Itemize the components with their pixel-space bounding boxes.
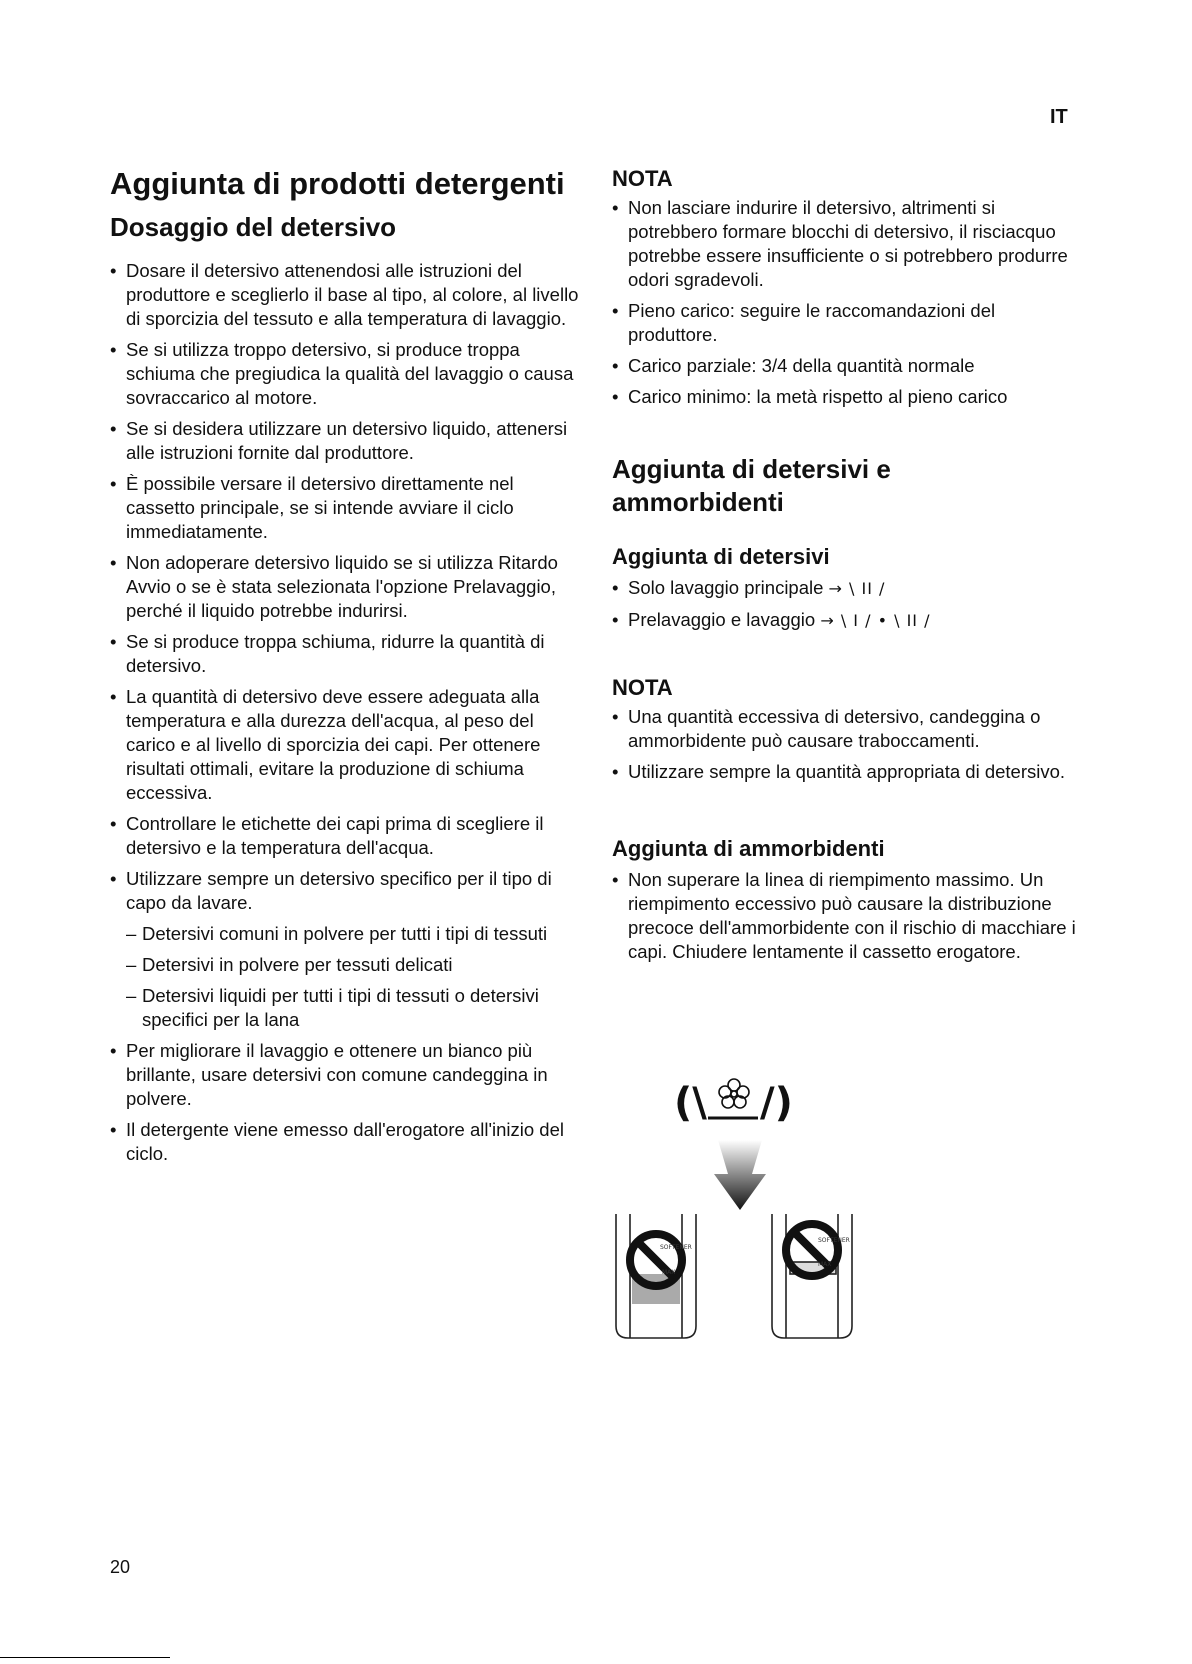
drawer-right (772, 1214, 852, 1338)
list-item: • Non lasciare indurire il detersivo, altrimenti si potrebbero formare blocchi di detersivo, il risciacquo potrebbe essere insufficiente o si potrebbero produrre odori sgradevoli. (612, 196, 1082, 292)
sub-list-item: – Detersivi liquidi per tutti i tipi di tessuti o detersivi specifici per la lana (110, 984, 580, 1032)
page-title: Aggiunta di prodotti detergenti (110, 166, 565, 201)
subsection-title: Aggiunta di detersivi (612, 544, 830, 569)
list-item: • Dosare il detersivo attenendosi alle istruzioni del produttore e sceglierlo il base al tipo, al colore, al livello di sporcizia del tessuto e alla temperatura di lavaggio. (110, 259, 580, 331)
note-title: NOTA (612, 166, 673, 191)
list-item: • Non superare la linea di riempimento massimo. Un riempimento eccessivo può causare la distribuzione precoce dell'ammorbidente con il rischio di macchiare i capi. Chiudere lentamente il cassetto erogatore. (612, 868, 1082, 964)
list-item (612, 576, 1082, 601)
list-item: • Carico parziale: 3/4 della quantità normale (612, 354, 1082, 378)
max-label: MAX (662, 1269, 676, 1276)
list-item: • La quantità di detersivo deve essere adeguata alla temperatura e alla durezza dell'acqua, al peso del carico e al livello di sporcizia dei capi. Per ottenere risultati ottimali, evitare la produzione di schiuma eccessiva. (110, 685, 580, 805)
softener-flower-icon (674, 1079, 793, 1126)
svg-text:/): /) (760, 1080, 793, 1126)
drawer-illustration (610, 1074, 870, 1344)
list-item: • Se si desidera utilizzare un detersivo liquido, attenersi alle istruzioni fornite dal produttore. (110, 417, 580, 465)
list-item: • Utilizzare sempre la quantità appropriata di detersivo. (612, 760, 1082, 784)
sub-list-item: – Detersivi in polvere per tessuti delicati (110, 953, 580, 977)
list-item: • Una quantità eccessiva di detersivo, candeggina o ammorbidente può causare traboccamenti. (612, 705, 1082, 753)
page-number: 20 (110, 1557, 131, 1577)
softener-list (612, 868, 1082, 964)
softener-label: SOFTENER (660, 1244, 692, 1251)
detergent-types-list (110, 922, 580, 1032)
detergent-add-list (612, 576, 1082, 633)
list-item: • Carico minimo: la metà rispetto al pieno carico (612, 385, 1082, 409)
list-item-text: Solo lavaggio principale (628, 577, 824, 598)
sub-list-item: – Detersivi comuni in polvere per tutti i tipi di tessuti (110, 922, 580, 946)
list-item: • Per migliorare il lavaggio e ottenere un bianco più brillante, usare detersivi con comune candeggina in polvere. (110, 1039, 580, 1111)
max-label: MAX (818, 1261, 832, 1268)
footer-rule (0, 1657, 170, 1658)
list-item: • È possibile versare il detersivo direttamente nel cassetto principale, se si intende avviare il ciclo immediatamente. (110, 472, 580, 544)
dosage-list (110, 259, 580, 915)
dosage-list-continued (110, 1039, 580, 1166)
section-subtitle: Dosaggio del detersivo (110, 211, 397, 242)
note-list (612, 196, 1082, 409)
list-item-text: Prelavaggio e lavaggio (628, 609, 816, 630)
right-column (612, 166, 1082, 971)
main-wash-compartment-icon: → \ II / (828, 579, 886, 598)
language-code: IT (1050, 106, 1068, 128)
list-item (612, 608, 1082, 633)
left-column (110, 166, 580, 1173)
list-item: • Non adoperare detersivo liquido se si utilizza Ritardo Avvio o se è stata selezionata l'opzione Prelavaggio, perché il liquido potrebbe indurirsi. (110, 551, 580, 623)
subsection-title: Aggiunta di ammorbidenti (612, 836, 885, 861)
drawer-left (616, 1214, 696, 1338)
softener-drawer-figure (610, 1074, 870, 1344)
prewash-compartment-icon: → \ I / • \ II / (820, 611, 931, 630)
note-list (612, 705, 1082, 784)
list-item: • Se si utilizza troppo detersivo, si produce troppa schiuma che pregiudica la qualità del lavaggio o causa sovraccarico al motore. (110, 338, 580, 410)
note-title: NOTA (612, 675, 673, 700)
svg-text:(\: (\ (674, 1080, 707, 1126)
list-item: • Utilizzare sempre un detersivo specifico per il tipo di capo da lavare. (110, 867, 580, 915)
list-item: • Controllare le etichette dei capi prima di scegliere il detersivo e la temperatura dell'acqua. (110, 812, 580, 860)
list-item: • Se si produce troppa schiuma, ridurre la quantità di detersivo. (110, 630, 580, 678)
down-arrow-icon (714, 1140, 766, 1210)
softener-label: SOFTENER (818, 1237, 850, 1244)
list-item: • Il detergente viene emesso dall'erogatore all'inizio del ciclo. (110, 1118, 580, 1166)
section-title: Aggiunta di detersivi e ammorbidenti (612, 454, 891, 517)
list-item: • Pieno carico: seguire le raccomandazioni del produttore. (612, 299, 1082, 347)
